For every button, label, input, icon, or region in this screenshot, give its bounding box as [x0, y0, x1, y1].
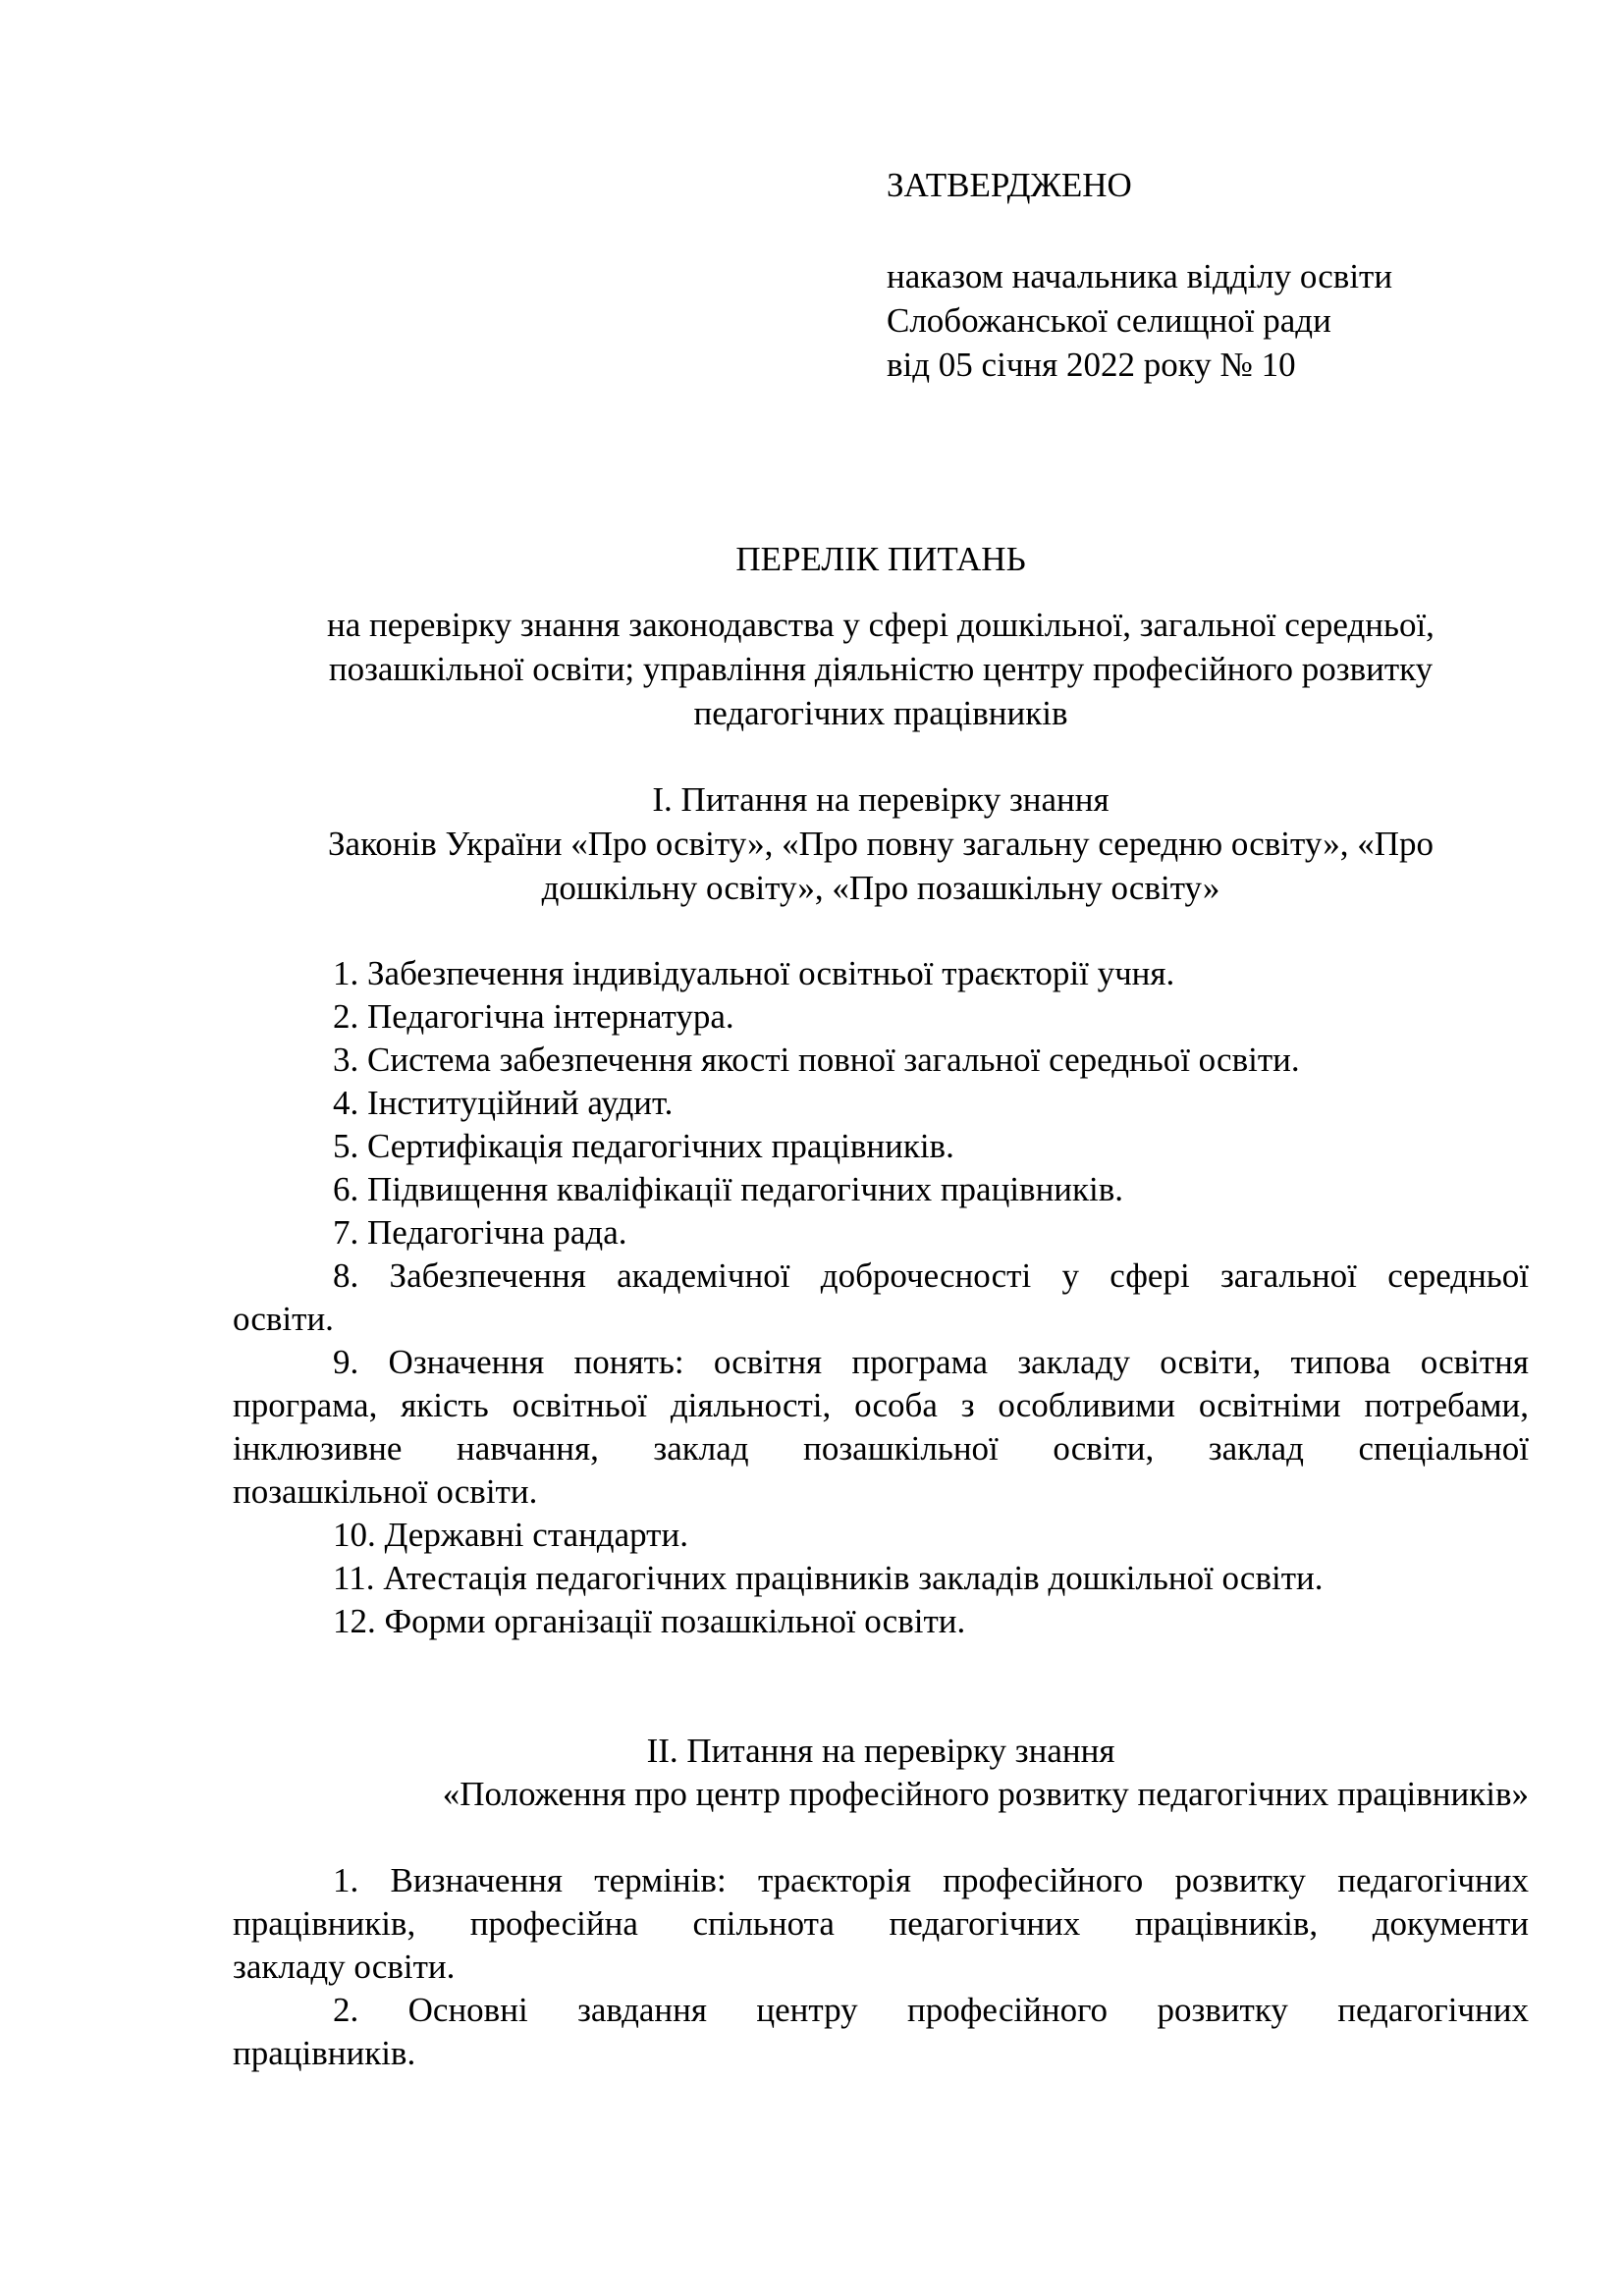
section-2-item-1-line-1: 1. Визначення термінів: траєкторія професійного розвитку педагогічних: [333, 1861, 1529, 1899]
section-1-title-2: Законів України «Про освіту», «Про повну загальну середню освіту», «Про: [328, 825, 1434, 863]
section-2-item-2-line-1: 2. Основні завдання центру професійного розвитку педагогічних: [333, 1991, 1529, 2029]
list-item: 11. Атестація педагогічних працівників закладів дошкільної освіти.: [333, 1559, 1324, 1597]
list-item: 4. Інституційний аудит.: [333, 1084, 674, 1122]
section-2-title-2: «Положення про центр професійного розвитку педагогічних працівників»: [442, 1775, 1529, 1813]
document-title: ПЕРЕЛІК ПИТАНЬ: [735, 540, 1026, 578]
list-item-8-line-1: 8. Забезпечення академічної доброчесності у сфері загальної середньої: [333, 1256, 1529, 1295]
list-item-9-line-4: позашкільної освіти.: [233, 1472, 538, 1511]
list-item: 2. Педагогічна інтернатура.: [333, 997, 734, 1036]
list-item-9-line-2: програма, якість освітньої діяльності, особа з особливими освітніми потребами,: [233, 1386, 1529, 1424]
approval-line-1: наказом начальника відділу освіти: [887, 257, 1393, 295]
list-item: 10. Державні стандарти.: [333, 1516, 688, 1554]
list-item-9-line-3: інклюзивне навчання, заклад позашкільної освіти, заклад спеціальної: [233, 1429, 1529, 1468]
section-1-title: І. Питання на перевірку знання: [652, 780, 1110, 819]
document-subtitle-2: позашкільної освіти; управління діяльністю центру професійного розвитку: [328, 650, 1434, 688]
list-item: 3. Система забезпечення якості повної загальної середньої освіти.: [333, 1041, 1300, 1079]
list-item-8-line-2: освіти.: [233, 1300, 334, 1338]
list-item: 7. Педагогічна рада.: [333, 1213, 627, 1252]
section-2-item-1-line-2: працівників, професійна спільнота педагогічних працівників, документи: [233, 1904, 1529, 1943]
section-2-item-2-line-2: працівників.: [233, 2034, 416, 2072]
approval-line-2: Слобожанської селищної ради: [887, 301, 1331, 340]
list-item-9-line-1: 9. Означення понять: освітня програма закладу освіти, типова освітня: [333, 1343, 1529, 1381]
document-subtitle-3: педагогічних працівників: [693, 694, 1068, 732]
approval-line-3: від 05 січня 2022 року № 10: [887, 346, 1296, 384]
list-item: 5. Сертифікація педагогічних працівників.: [333, 1127, 954, 1165]
section-1-title-3: дошкільну освіту», «Про позашкільну освіту»: [541, 869, 1220, 907]
section-2-item-1-line-3: закладу освіти.: [233, 1948, 456, 1986]
list-item: 1. Забезпечення індивідуальної освітньої траєкторії учня.: [333, 954, 1175, 992]
list-item: 12. Форми організації позашкільної освіти.: [333, 1602, 966, 1640]
list-item: 6. Підвищення кваліфікації педагогічних працівників.: [333, 1170, 1124, 1208]
section-2-title: ІІ. Питання на перевірку знання: [646, 1732, 1115, 1770]
approval-title: ЗАТВЕРДЖЕНО: [887, 166, 1132, 204]
document-subtitle-1: на перевірку знання законодавства у сфері дошкільної, загальної середньої,: [327, 606, 1435, 644]
